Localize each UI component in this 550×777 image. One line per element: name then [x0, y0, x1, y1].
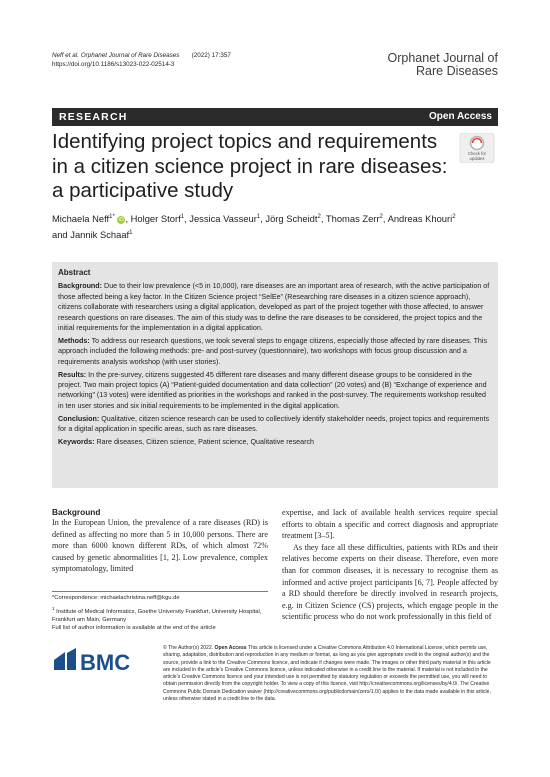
license-text: [163, 645, 499, 703]
body-left-column: [52, 507, 268, 575]
author-name[interactable]: Jessica Vasseur: [189, 213, 257, 225]
header-citation: Neff et al. Orphanet Journal of Rare Diseases: [52, 52, 180, 59]
bmc-logo: [52, 645, 142, 675]
bmc-logo-icon: [52, 645, 142, 675]
check-for-updates-button[interactable]: [458, 133, 496, 168]
orcid-icon[interactable]: iD: [119, 217, 124, 224]
abstract-section-label: Results:: [58, 370, 87, 379]
body-paragraph: In the European Union, the prevalence of a rare diseases (RD) is defined as affecting no more than 5 in 10,000 persons. There are more than 6000 known different RDs, of which almost 72% caused by genetic abnormalities [1, 2]. Low prevalence, complex symptomatology, limited: [52, 518, 268, 574]
affiliation: $^1$ Institute of Medical Informatics, Goethe University Frankfurt, University Hospital, Frankfurt am Main, Germany Full list of author information is available at the end of the article: [52, 606, 262, 631]
body-paragraph: expertise, and lack of available health services require special efforts to obtain a specific and correct diagnosis and appropriate treatment [3–5].: [282, 508, 498, 541]
author-name[interactable]: Jörg Scheidt: [265, 213, 318, 225]
body-right-column: [282, 507, 498, 623]
body-paragraph: As they face all these difficulties, patients with RDs and their relatives become experts on their disease. Therefore, even more than for common diseases, it is necessary to recognise them as informed and active project participants [6, 7]. People affected by a RD should therefore be directly involved in research projects, e.g. in Citizen Science (CS) projects, which engage people in the scientific process who do not work professionally in this field of: [282, 542, 498, 622]
author-affiliation-marker: 1: [180, 214, 185, 220]
abstract-section-label: Background:: [58, 282, 103, 291]
svg-text:updates: updates: [469, 156, 485, 161]
journal-name: Orphanet Journal of Rare Diseases: [387, 51, 498, 78]
author-affiliation-marker: 1: [129, 230, 133, 237]
author-name[interactable]: Michaela Neff: [52, 213, 110, 225]
running-header: [52, 52, 231, 69]
header-year: (2022) 17:357: [191, 52, 231, 59]
footnote: [52, 594, 268, 635]
abstract-section: Background: Due to their low prevalence (<5 in 10,000), rare diseases are an important area of research, with the active participation of those affected being a key factor. In the Citizen Science project “SelEe” (Researching rare diseases in a citizen science approach), citizens collaborate with researchers using a digital application, developed as part of the project together with those affected, to answer research questions on rare diseases. The aim of this study was to define the rare diseases to be considered, the project topics and the initial requirements for the implementation in a digital application.: [58, 282, 490, 333]
author-name[interactable]: Thomas Zerr: [325, 213, 380, 225]
check-for-updates-icon: [458, 133, 496, 163]
article-type: RESEARCH: [59, 111, 128, 123]
author-affiliation-marker: 1*: [109, 214, 115, 220]
abstract-section: Conclusion: Qualitative, citizen science research can be used to collectively identify stakeholder needs, project topics and requirements for a digital application in specific areas, such as rare diseases.: [58, 414, 490, 434]
author-affiliation-marker: 2: [452, 214, 456, 220]
author-name[interactable]: Andreas Khouri: [387, 213, 453, 225]
header-doi[interactable]: https://doi.org/10.1186/s13023-022-02514-3: [52, 60, 175, 68]
abstract-section: Methods: To address our research questions, we took several steps to engage citizens, especially those affected by rare diseases. This approach included the following methods: pre- and post-survey (questionnaire), two workshops with focus group discussion and a requirements analysis workshop (with user stories).: [58, 336, 488, 366]
copyright: © The Author(s) 2022.: [163, 645, 214, 651]
article-title: Identifying project topics and requirements in a citizen science project in rare diseases: a participative study: [52, 130, 448, 202]
full-list-note: Full list of author information is available at the end of the article: [52, 624, 216, 631]
author-name[interactable]: Jannik Schaaf: [70, 229, 130, 241]
author-affiliation-marker: 2: [379, 214, 383, 220]
author-affiliation-marker: 2: [317, 214, 321, 220]
abstract-section-label: Conclusion:: [58, 414, 100, 423]
author-list: Michaela Neff$^{1*}$ iD , Holger Storf$^1$, Jessica Vasseur$^1$, Jörg Scheidt$^2$, Thomas Zerr$^2$, Andreas Khouri$^2$ and Jannik Schaaf$^1$: [52, 213, 456, 241]
license-open-access: Open Access: [214, 645, 247, 651]
abstract-section: Results: In the pre-survey, citizens suggested 45 different rare diseases and many different disease groups to be considered in the project. Two main project topics (A) “Patient-guided documentation and data collection” (20 votes) and (B) “Exchange of experience and networking” (13 votes) were identified as priorities in the workshops and ranked in the post-survey. The requirements workshop resulted in ten user stories and six initial requirements to be implemented in the digital application.: [58, 370, 487, 410]
svg-text:Check for: Check for: [468, 151, 486, 156]
svg-text:BMC: BMC: [80, 650, 131, 675]
section-heading: Background: [52, 507, 101, 517]
footnote-divider: [52, 591, 268, 592]
author-affiliation-marker: 1: [256, 214, 261, 220]
author-name[interactable]: Holger Storf: [130, 213, 181, 225]
abstract-box: [52, 262, 498, 488]
correspondence: *Correspondence: michaelachristina.neff@kgu.de: [52, 595, 180, 601]
abstract-sections: [58, 281, 490, 447]
abstract-heading: Abstract: [58, 268, 91, 277]
open-access-label: Open Access: [429, 111, 492, 122]
abstract-section: Keywords: Rare diseases, Citizen science, Patient science, Qualitative research: [58, 438, 314, 447]
article-type-band: [52, 108, 498, 126]
license-body: This article is licensed under a Creative Commons Attribution 4.0 International License, which permits use, sharing, adaptation, distribution and reproduction in any medium or format, as long as you give appropriate credit to the original author(s) and the source, provide a link to the Creative Commons licence, and indicate if changes were made. The images or other third party material in this article are included in the article’s Creative Commons licence, unless indicated otherwise in a credit line to the material. If material is not included in the article’s Creative Commons licence and your intended use is not permitted by statutory regulation or exceeds the permitted use, you will need to obtain permission directly from the copyright holder. To view a copy of this licence, visit http://creativecommons.org/licenses/by/4.0/. The Creative Commons Public Domain Dedication waiver (http://creativecommons.org/publicdomain/zero/1.0/) applies to the data made available in this article, unless otherwise stated in a credit line to the data.: [163, 645, 491, 703]
abstract-section-label: Methods:: [58, 336, 90, 345]
abstract-section-label: Keywords:: [58, 438, 95, 447]
